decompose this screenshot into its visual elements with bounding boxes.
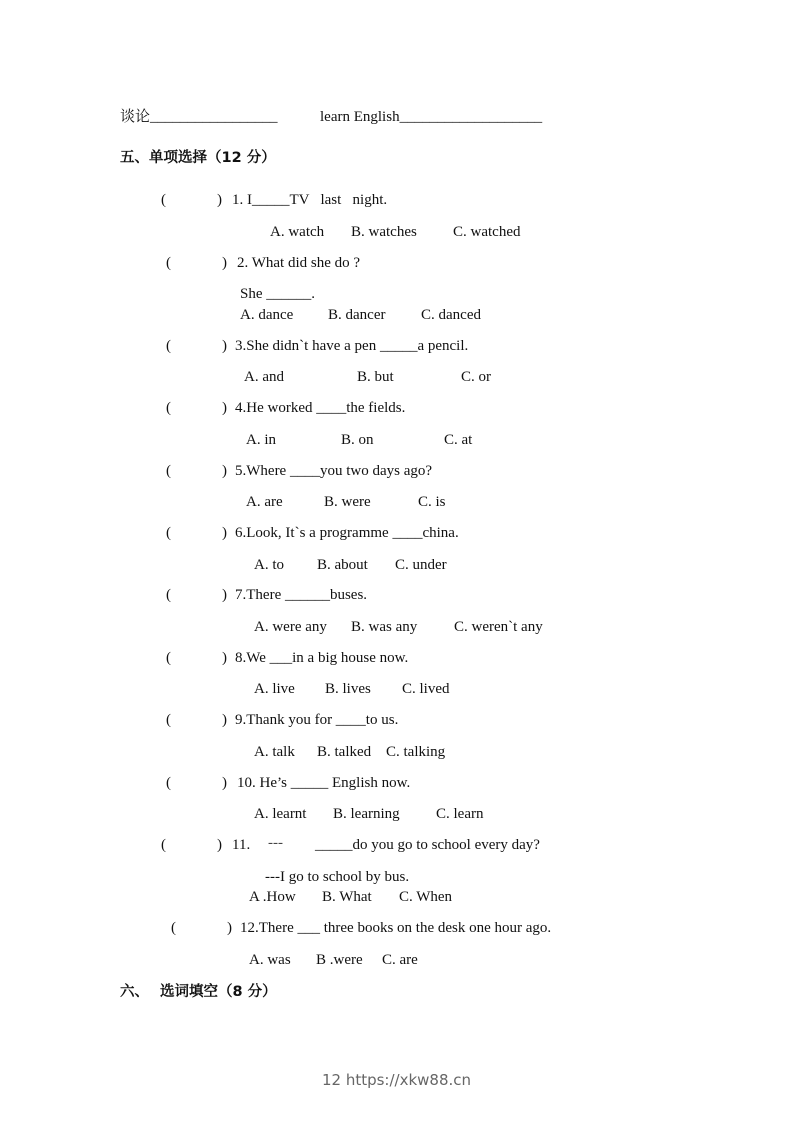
- option-a: A. dance: [240, 307, 294, 323]
- question-1: 1. I_____TV last night.: [232, 192, 388, 208]
- question-2: 2. What did she do ?: [237, 255, 361, 271]
- question-3: 3.She didn`t have a pen _____a pencil.: [235, 338, 469, 354]
- option-b: B. about: [317, 557, 368, 573]
- answer-paren-open: (: [161, 192, 166, 208]
- answer-paren-close: ): [222, 463, 227, 479]
- question-11-reply: ---I go to school by bus.: [265, 869, 410, 885]
- option-a: A. was: [249, 952, 291, 968]
- answer-paren-close: ): [227, 920, 232, 936]
- option-b: B. on: [341, 432, 374, 448]
- question-7: 7.There ______buses.: [235, 587, 368, 603]
- option-c: C. lived: [402, 681, 450, 697]
- answer-paren-open: (: [166, 338, 171, 354]
- answer-paren-open: (: [166, 650, 171, 666]
- answer-paren-open: (: [166, 400, 171, 416]
- answer-paren-open: (: [161, 837, 166, 853]
- answer-paren-close: ): [222, 338, 227, 354]
- option-a: A. talk: [254, 744, 295, 760]
- question-11: _____do you go to school every day?: [315, 837, 540, 853]
- option-a: A. live: [254, 681, 295, 697]
- option-c: C. under: [395, 557, 447, 573]
- option-b: B. watches: [351, 224, 417, 240]
- option-c: C. learn: [436, 806, 484, 822]
- answer-paren-open: (: [166, 525, 171, 541]
- question-2-answer-line: She ______.: [240, 286, 315, 302]
- answer-paren-close: ): [222, 587, 227, 603]
- question-12: 12.There ___ three books on the desk one hour ago.: [240, 920, 552, 936]
- option-c: C. is: [418, 494, 446, 510]
- option-b: B. were: [324, 494, 371, 510]
- answer-paren-close: ): [217, 837, 222, 853]
- answer-paren-open: (: [166, 255, 171, 271]
- option-a: A. to: [254, 557, 284, 573]
- option-b: B. but: [357, 369, 394, 385]
- answer-paren-open: (: [171, 920, 176, 936]
- answer-paren-open: (: [166, 587, 171, 603]
- answer-paren-close: ): [217, 192, 222, 208]
- section-5-heading: 五、单项选择（12 分）: [120, 150, 276, 166]
- option-a: A .How: [249, 889, 296, 905]
- option-c: C. When: [399, 889, 453, 905]
- option-a: A. watch: [270, 224, 325, 240]
- question-6: 6.Look, It`s a programme ____china.: [235, 525, 459, 541]
- option-a: A. learnt: [254, 806, 307, 822]
- option-c: C. talking: [386, 744, 446, 760]
- option-c: C. at: [444, 432, 473, 448]
- answer-paren-open: (: [166, 775, 171, 791]
- section-6-number: 六、: [120, 984, 149, 1000]
- section-6-heading: 选词填空（8 分）: [160, 984, 277, 1000]
- question-9: 9.Thank you for ____to us.: [235, 712, 399, 728]
- option-a: A. and: [244, 369, 284, 385]
- vocab-blank-learn-english: learn English___________________: [320, 109, 543, 125]
- option-b: B. dancer: [328, 307, 386, 323]
- question-10: 10. He’s _____ English now.: [237, 775, 411, 791]
- page-footer: 12 https://xkw88.cn: [321, 1071, 472, 1089]
- option-c: C. danced: [421, 307, 481, 323]
- option-b: B. talked: [317, 744, 372, 760]
- question-5: 5.Where ____you two days ago?: [235, 463, 433, 479]
- option-c: C. watched: [453, 224, 521, 240]
- vocab-blank-talk: 谈论_________________: [120, 109, 278, 125]
- option-b: B. was any: [351, 619, 418, 635]
- option-b: B. learning: [333, 806, 400, 822]
- answer-paren-close: ): [222, 525, 227, 541]
- dialogue-dash: ---: [268, 835, 283, 851]
- option-a: A. were any: [254, 619, 327, 635]
- option-c: C. weren`t any: [454, 619, 543, 635]
- answer-paren-close: ): [222, 712, 227, 728]
- answer-paren-close: ): [222, 400, 227, 416]
- answer-paren-close: ): [222, 775, 227, 791]
- option-c: C. are: [382, 952, 418, 968]
- question-4: 4.He worked ____the fields.: [235, 400, 406, 416]
- answer-paren-open: (: [166, 463, 171, 479]
- option-b: B. What: [322, 889, 372, 905]
- answer-paren-close: ): [222, 255, 227, 271]
- option-a: A. in: [246, 432, 276, 448]
- option-a: A. are: [246, 494, 283, 510]
- answer-paren-open: (: [166, 712, 171, 728]
- option-b: B. lives: [325, 681, 371, 697]
- answer-paren-close: ): [222, 650, 227, 666]
- option-b: B .were: [316, 952, 363, 968]
- question-8: 8.We ___in a big house now.: [235, 650, 409, 666]
- question-11-number: 11.: [232, 837, 251, 853]
- option-c: C. or: [461, 369, 491, 385]
